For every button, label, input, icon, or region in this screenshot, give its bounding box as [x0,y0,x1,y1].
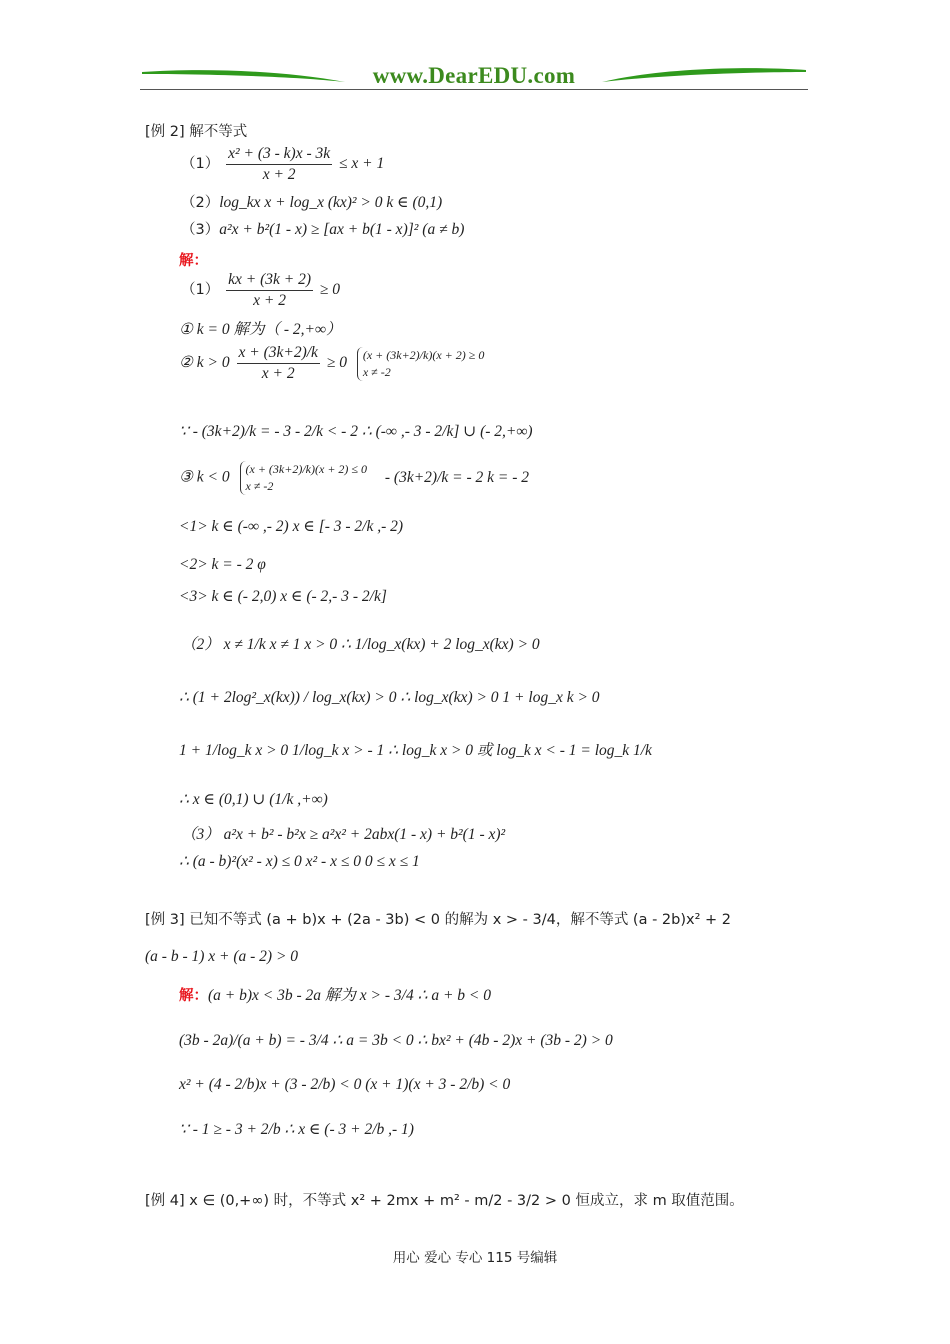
ex2-problem-1: （1） $\frac{\text{x² + (3 - k)x - 3k}}{x + 2}$ ≤ x + 1 [181,145,385,183]
ex3-solution-2: (3b - 2a)/(a + b) = - 3/4 ∴ a = 3b < 0 ∴ bx² + (4b - 2)x + (3b - 2) > 0 [179,1032,613,1049]
ex2-case-3: ③ k < 0 (x + (3k+2)/k)(x + 2) ≤ 0 x ≠ -2 - (3k+2)/k = - 2 k = - 2 [179,462,530,493]
ex2-solution-2b: ∴ (1 + 2log²_x(kx)) / log_x(kx) > 0 ∴ log_x(kx) > 0 1 + log_x k > 0 [179,689,600,706]
ex2-solution-2a: （2） x ≠ 1/k x ≠ 1 x > 0 ∴ 1/log_x(kx) + 2 log_x(kx) > 0 [181,636,540,653]
site-title: www.DearEDU.com [372,63,576,88]
ex2-case-1: ① k = 0 解为（ - 2,+∞） [179,321,342,338]
ex3-title-cont: (a - b - 1) x + (a - 2) > 0 [145,948,299,965]
ex2-solution-2c: 1 + 1/log_k x > 0 1/log_k x > - 1 ∴ log_k x > 0 或 log_k x < - 1 = log_k 1/k [179,742,652,759]
header-rule [140,89,808,90]
ex3-solution-3: x² + (4 - 2/b)x + (3 - 2/b) < 0 (x + 1)(x + 3 - 2/b) < 0 [179,1076,511,1093]
ex2-case-2-result: ∵ - (3k+2)/k = - 3 - 2/k < - 2 ∴ (-∞ ,- 3 - 2/k] ∪ (- 2,+∞) [179,423,533,440]
ex2-solution-3a: （3） a²x + b² - b²x ≥ a²x² + 2abx(1 - x) + b²(1 - x)² [181,826,506,843]
ex2-subcase-1: <1> k ∈ (-∞ ,- 2) x ∈ [- 3 - 2/k ,- 2) [179,518,404,535]
ex2-solution-2d: ∴ x ∈ (0,1) ∪ (1/k ,+∞) [179,791,328,808]
ex3-solution-4: ∵ - 1 ≥ - 3 + 2/b ∴ x ∈ (- 3 + 2/b ,- 1) [179,1121,414,1138]
ex2-problem-2: （2）log_kx x + log_x (kx)² > 0 k ∈ (0,1) [181,194,443,211]
ex3-title: [例 3] 已知不等式 (a + b)x + (2a - 3b) < 0 的解为 x > - 3/4，解不等式 (a - 2b)x² + 2 [145,912,732,928]
ex2-subcase-2: <2> k = - 2 φ [179,556,266,573]
ex2-case-2: ② k > 0 $\frac{x + (3k+2)/k}{x + 2}$ ≥ 0 (x + (3k+2)/k)(x + 2) ≥ 0 x ≠ -2 [179,344,485,382]
ex2-solution-1: （1） $\frac{kx + (3k + 2)}{x + 2}$ ≥ 0 [181,271,341,309]
ex2-problem-3: （3）a²x + b²(1 - x) ≥ [ax + b(1 - x)]² (a ≠ b) [181,221,465,238]
ex3-solution-1: 解：(a + b)x < 3b - 2a 解为 x > - 3/4 ∴ a + b < 0 [179,987,491,1004]
ex2-solution-label: 解： [179,253,208,269]
site-header [140,62,808,92]
ex2-subcase-3: <3> k ∈ (- 2,0) x ∈ (- 2,- 3 - 2/k] [179,588,387,605]
ex2-title: [例 2] 解不等式 [145,124,248,140]
ex4-title: [例 4] x ∈ (0,+∞) 时，不等式 x² + 2mx + m² - m/2 - 3/2 > 0 恒成立，求 m 取值范围。 [145,1193,744,1209]
case-3-system: (x + (3k+2)/k)(x + 2) ≤ 0 x ≠ -2 [240,461,368,495]
ex2-solution-3b: ∴ (a - b)²(x² - x) ≤ 0 x² - x ≤ 0 0 ≤ x ≤ 1 [179,853,420,870]
case-2-system: (x + (3k+2)/k)(x + 2) ≥ 0 x ≠ -2 [357,347,485,381]
page-footer: 用心 爱心 专心 115 号编辑 [392,1250,558,1266]
